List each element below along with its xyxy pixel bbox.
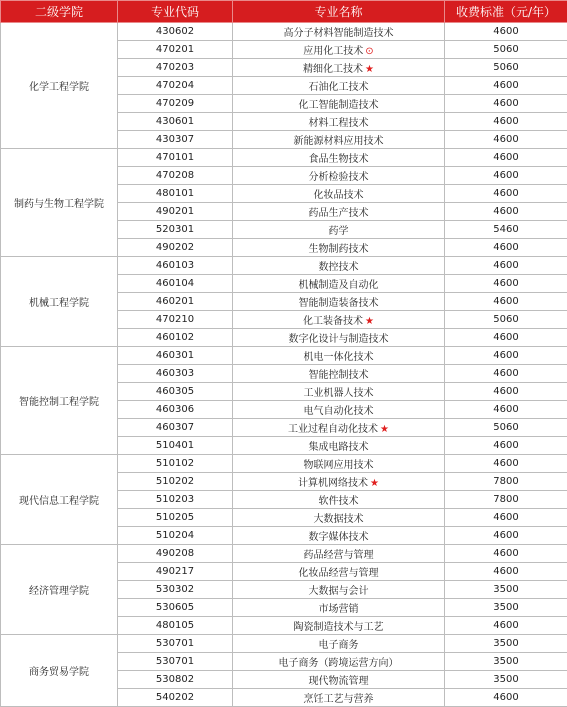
- fee-cell: 4600: [445, 689, 567, 707]
- name-cell: [233, 59, 445, 77]
- fee-cell: 5060: [445, 59, 567, 77]
- major-name: 陶瓷制造技术与工艺: [294, 622, 384, 633]
- table-row: [1, 23, 567, 41]
- fee-cell: 4600: [445, 275, 567, 293]
- name-cell: [233, 473, 445, 491]
- major-name: 电气自动化技术: [304, 406, 374, 417]
- major-name: 化妆品技术: [314, 190, 364, 201]
- code-cell: 510203: [118, 491, 233, 509]
- name-cell: [233, 149, 445, 167]
- star-icon: ★: [380, 424, 389, 435]
- header-row: [1, 1, 567, 23]
- name-cell: [233, 257, 445, 275]
- major-name: 集成电路技术: [309, 442, 369, 453]
- name-cell: [233, 527, 445, 545]
- fee-cell: 4600: [445, 95, 567, 113]
- code-cell: 460306: [118, 401, 233, 419]
- name-cell: [233, 329, 445, 347]
- fee-cell: 5460: [445, 221, 567, 239]
- fee-cell: 4600: [445, 167, 567, 185]
- code-cell: 470201: [118, 41, 233, 59]
- major-name: 智能控制技术: [309, 370, 369, 381]
- fee-cell: 4600: [445, 401, 567, 419]
- code-cell: 460103: [118, 257, 233, 275]
- fee-cell: 3500: [445, 599, 567, 617]
- name-cell: [233, 419, 445, 437]
- fee-cell: 4600: [445, 293, 567, 311]
- name-cell: [233, 437, 445, 455]
- fee-cell: 5060: [445, 41, 567, 59]
- code-cell: 430601: [118, 113, 233, 131]
- major-name: 新能源材料应用技术: [294, 136, 384, 147]
- name-cell: [233, 635, 445, 653]
- fee-cell: 5060: [445, 311, 567, 329]
- code-cell: 460104: [118, 275, 233, 293]
- major-name: 石油化工技术: [309, 82, 369, 93]
- code-cell: 530302: [118, 581, 233, 599]
- major-name: 计算机网络技术: [298, 478, 368, 489]
- star-icon: ★: [365, 64, 374, 75]
- major-name: 生物制药技术: [309, 244, 369, 255]
- college-cell: 机械工程学院: [1, 257, 118, 347]
- name-cell: [233, 221, 445, 239]
- name-cell: [233, 581, 445, 599]
- name-cell: [233, 365, 445, 383]
- major-name: 药品生产技术: [309, 208, 369, 219]
- name-cell: [233, 167, 445, 185]
- code-cell: 480101: [118, 185, 233, 203]
- code-cell: 460307: [118, 419, 233, 437]
- major-name: 机电一体化技术: [304, 352, 374, 363]
- fee-cell: 4600: [445, 455, 567, 473]
- code-cell: 470210: [118, 311, 233, 329]
- major-name: 材料工程技术: [309, 118, 369, 129]
- fee-cell: 4600: [445, 437, 567, 455]
- table-row: [1, 545, 567, 563]
- code-cell: 490202: [118, 239, 233, 257]
- table-header: [1, 1, 567, 23]
- fee-cell: 4600: [445, 617, 567, 635]
- code-cell: 470203: [118, 59, 233, 77]
- table-row: [1, 149, 567, 167]
- name-cell: [233, 275, 445, 293]
- fee-cell: 4600: [445, 131, 567, 149]
- code-cell: 470208: [118, 167, 233, 185]
- code-cell: 470101: [118, 149, 233, 167]
- name-cell: [233, 23, 445, 41]
- major-name: 化工智能制造技术: [299, 100, 379, 111]
- code-cell: 460301: [118, 347, 233, 365]
- major-name: 分析检验技术: [309, 172, 369, 183]
- major-name: 智能制造装备技术: [299, 298, 379, 309]
- code-cell: 540202: [118, 689, 233, 707]
- major-name: 药学: [329, 226, 349, 237]
- major-name: 食品生物技术: [309, 154, 369, 165]
- header-name: 专业名称: [233, 1, 445, 23]
- fee-cell: 4600: [445, 77, 567, 95]
- major-name: 电子商务（跨境运营方向）: [279, 658, 399, 669]
- fee-cell: 4600: [445, 365, 567, 383]
- table-row: [1, 257, 567, 275]
- college-cell: 智能控制工程学院: [1, 347, 118, 455]
- college-cell: 现代信息工程学院: [1, 455, 118, 545]
- fee-cell: 3500: [445, 671, 567, 689]
- name-cell: [233, 455, 445, 473]
- fee-cell: 4600: [445, 383, 567, 401]
- name-cell: [233, 617, 445, 635]
- fee-cell: 4600: [445, 239, 567, 257]
- header-college: 二级学院: [1, 1, 118, 23]
- code-cell: 460102: [118, 329, 233, 347]
- code-cell: 430602: [118, 23, 233, 41]
- name-cell: [233, 41, 445, 59]
- code-cell: 470209: [118, 95, 233, 113]
- name-cell: [233, 239, 445, 257]
- code-cell: 460305: [118, 383, 233, 401]
- table-row: [1, 455, 567, 473]
- major-name: 化工装备技术: [303, 316, 363, 327]
- major-name: 机械制造及自动化: [299, 280, 379, 291]
- fee-cell: 4600: [445, 347, 567, 365]
- fee-cell: 5060: [445, 419, 567, 437]
- name-cell: [233, 599, 445, 617]
- major-name: 精细化工技术: [303, 64, 363, 75]
- name-cell: [233, 491, 445, 509]
- name-cell: [233, 293, 445, 311]
- fee-cell: 4600: [445, 509, 567, 527]
- name-cell: [233, 113, 445, 131]
- fee-cell: 4600: [445, 527, 567, 545]
- major-name: 软件技术: [319, 496, 359, 507]
- fee-cell: 4600: [445, 203, 567, 221]
- major-name: 数控技术: [319, 262, 359, 273]
- table-row: [1, 635, 567, 653]
- major-name: 烹饪工艺与营养: [304, 694, 374, 705]
- fee-cell: 4600: [445, 329, 567, 347]
- code-cell: 510204: [118, 527, 233, 545]
- code-cell: 470204: [118, 77, 233, 95]
- table-row: [1, 347, 567, 365]
- name-cell: [233, 671, 445, 689]
- major-name: 大数据与会计: [309, 586, 369, 597]
- fee-cell: 4600: [445, 113, 567, 131]
- major-name: 药品经营与管理: [304, 550, 374, 561]
- major-name: 化妆品经营与管理: [299, 568, 379, 579]
- name-cell: [233, 509, 445, 527]
- name-cell: [233, 653, 445, 671]
- major-name: 市场营销: [319, 604, 359, 615]
- code-cell: 510102: [118, 455, 233, 473]
- code-cell: 480105: [118, 617, 233, 635]
- fee-cell: 3500: [445, 635, 567, 653]
- circle-dot-icon: ⊙: [365, 46, 373, 57]
- major-name: 工业机器人技术: [304, 388, 374, 399]
- fee-cell: 3500: [445, 581, 567, 599]
- fee-cell: 4600: [445, 563, 567, 581]
- name-cell: [233, 185, 445, 203]
- code-cell: 460201: [118, 293, 233, 311]
- major-name: 工业过程自动化技术: [288, 424, 378, 435]
- fee-cell: 4600: [445, 23, 567, 41]
- code-cell: 490201: [118, 203, 233, 221]
- college-cell: 制药与生物工程学院: [1, 149, 118, 257]
- name-cell: [233, 383, 445, 401]
- name-cell: [233, 95, 445, 113]
- code-cell: 530701: [118, 653, 233, 671]
- college-cell: 经济管理学院: [1, 545, 118, 635]
- fee-cell: 3500: [445, 653, 567, 671]
- name-cell: [233, 545, 445, 563]
- code-cell: 530802: [118, 671, 233, 689]
- code-cell: 490217: [118, 563, 233, 581]
- major-name: 现代物流管理: [309, 676, 369, 687]
- major-name: 物联网应用技术: [304, 460, 374, 471]
- header-code: 专业代码: [118, 1, 233, 23]
- code-cell: 460303: [118, 365, 233, 383]
- table-body: [1, 23, 567, 707]
- fee-cell: 4600: [445, 149, 567, 167]
- code-cell: 510205: [118, 509, 233, 527]
- star-icon: ★: [370, 478, 379, 489]
- name-cell: [233, 563, 445, 581]
- name-cell: [233, 77, 445, 95]
- name-cell: [233, 311, 445, 329]
- college-cell: 商务贸易学院: [1, 635, 118, 707]
- name-cell: [233, 131, 445, 149]
- code-cell: 510401: [118, 437, 233, 455]
- star-icon: ★: [365, 316, 374, 327]
- fee-cell: 4600: [445, 545, 567, 563]
- code-cell: 530701: [118, 635, 233, 653]
- name-cell: [233, 401, 445, 419]
- code-cell: 430307: [118, 131, 233, 149]
- major-name: 大数据技术: [314, 514, 364, 525]
- major-name: 应用化工技术: [303, 46, 363, 57]
- major-name: 电子商务: [319, 640, 359, 651]
- fee-cell: 7800: [445, 491, 567, 509]
- major-name: 数字化设计与制造技术: [289, 334, 389, 345]
- college-cell: 化学工程学院: [1, 23, 118, 149]
- major-name: 数字媒体技术: [309, 532, 369, 543]
- code-cell: 530605: [118, 599, 233, 617]
- fee-cell: 4600: [445, 257, 567, 275]
- fee-cell: 7800: [445, 473, 567, 491]
- code-cell: 490208: [118, 545, 233, 563]
- fee-cell: 4600: [445, 185, 567, 203]
- name-cell: [233, 203, 445, 221]
- header-fee: 收费标准（元/年）: [445, 1, 567, 23]
- code-cell: 510202: [118, 473, 233, 491]
- name-cell: [233, 347, 445, 365]
- major-name: 高分子材料智能制造技术: [284, 28, 394, 39]
- code-cell: 520301: [118, 221, 233, 239]
